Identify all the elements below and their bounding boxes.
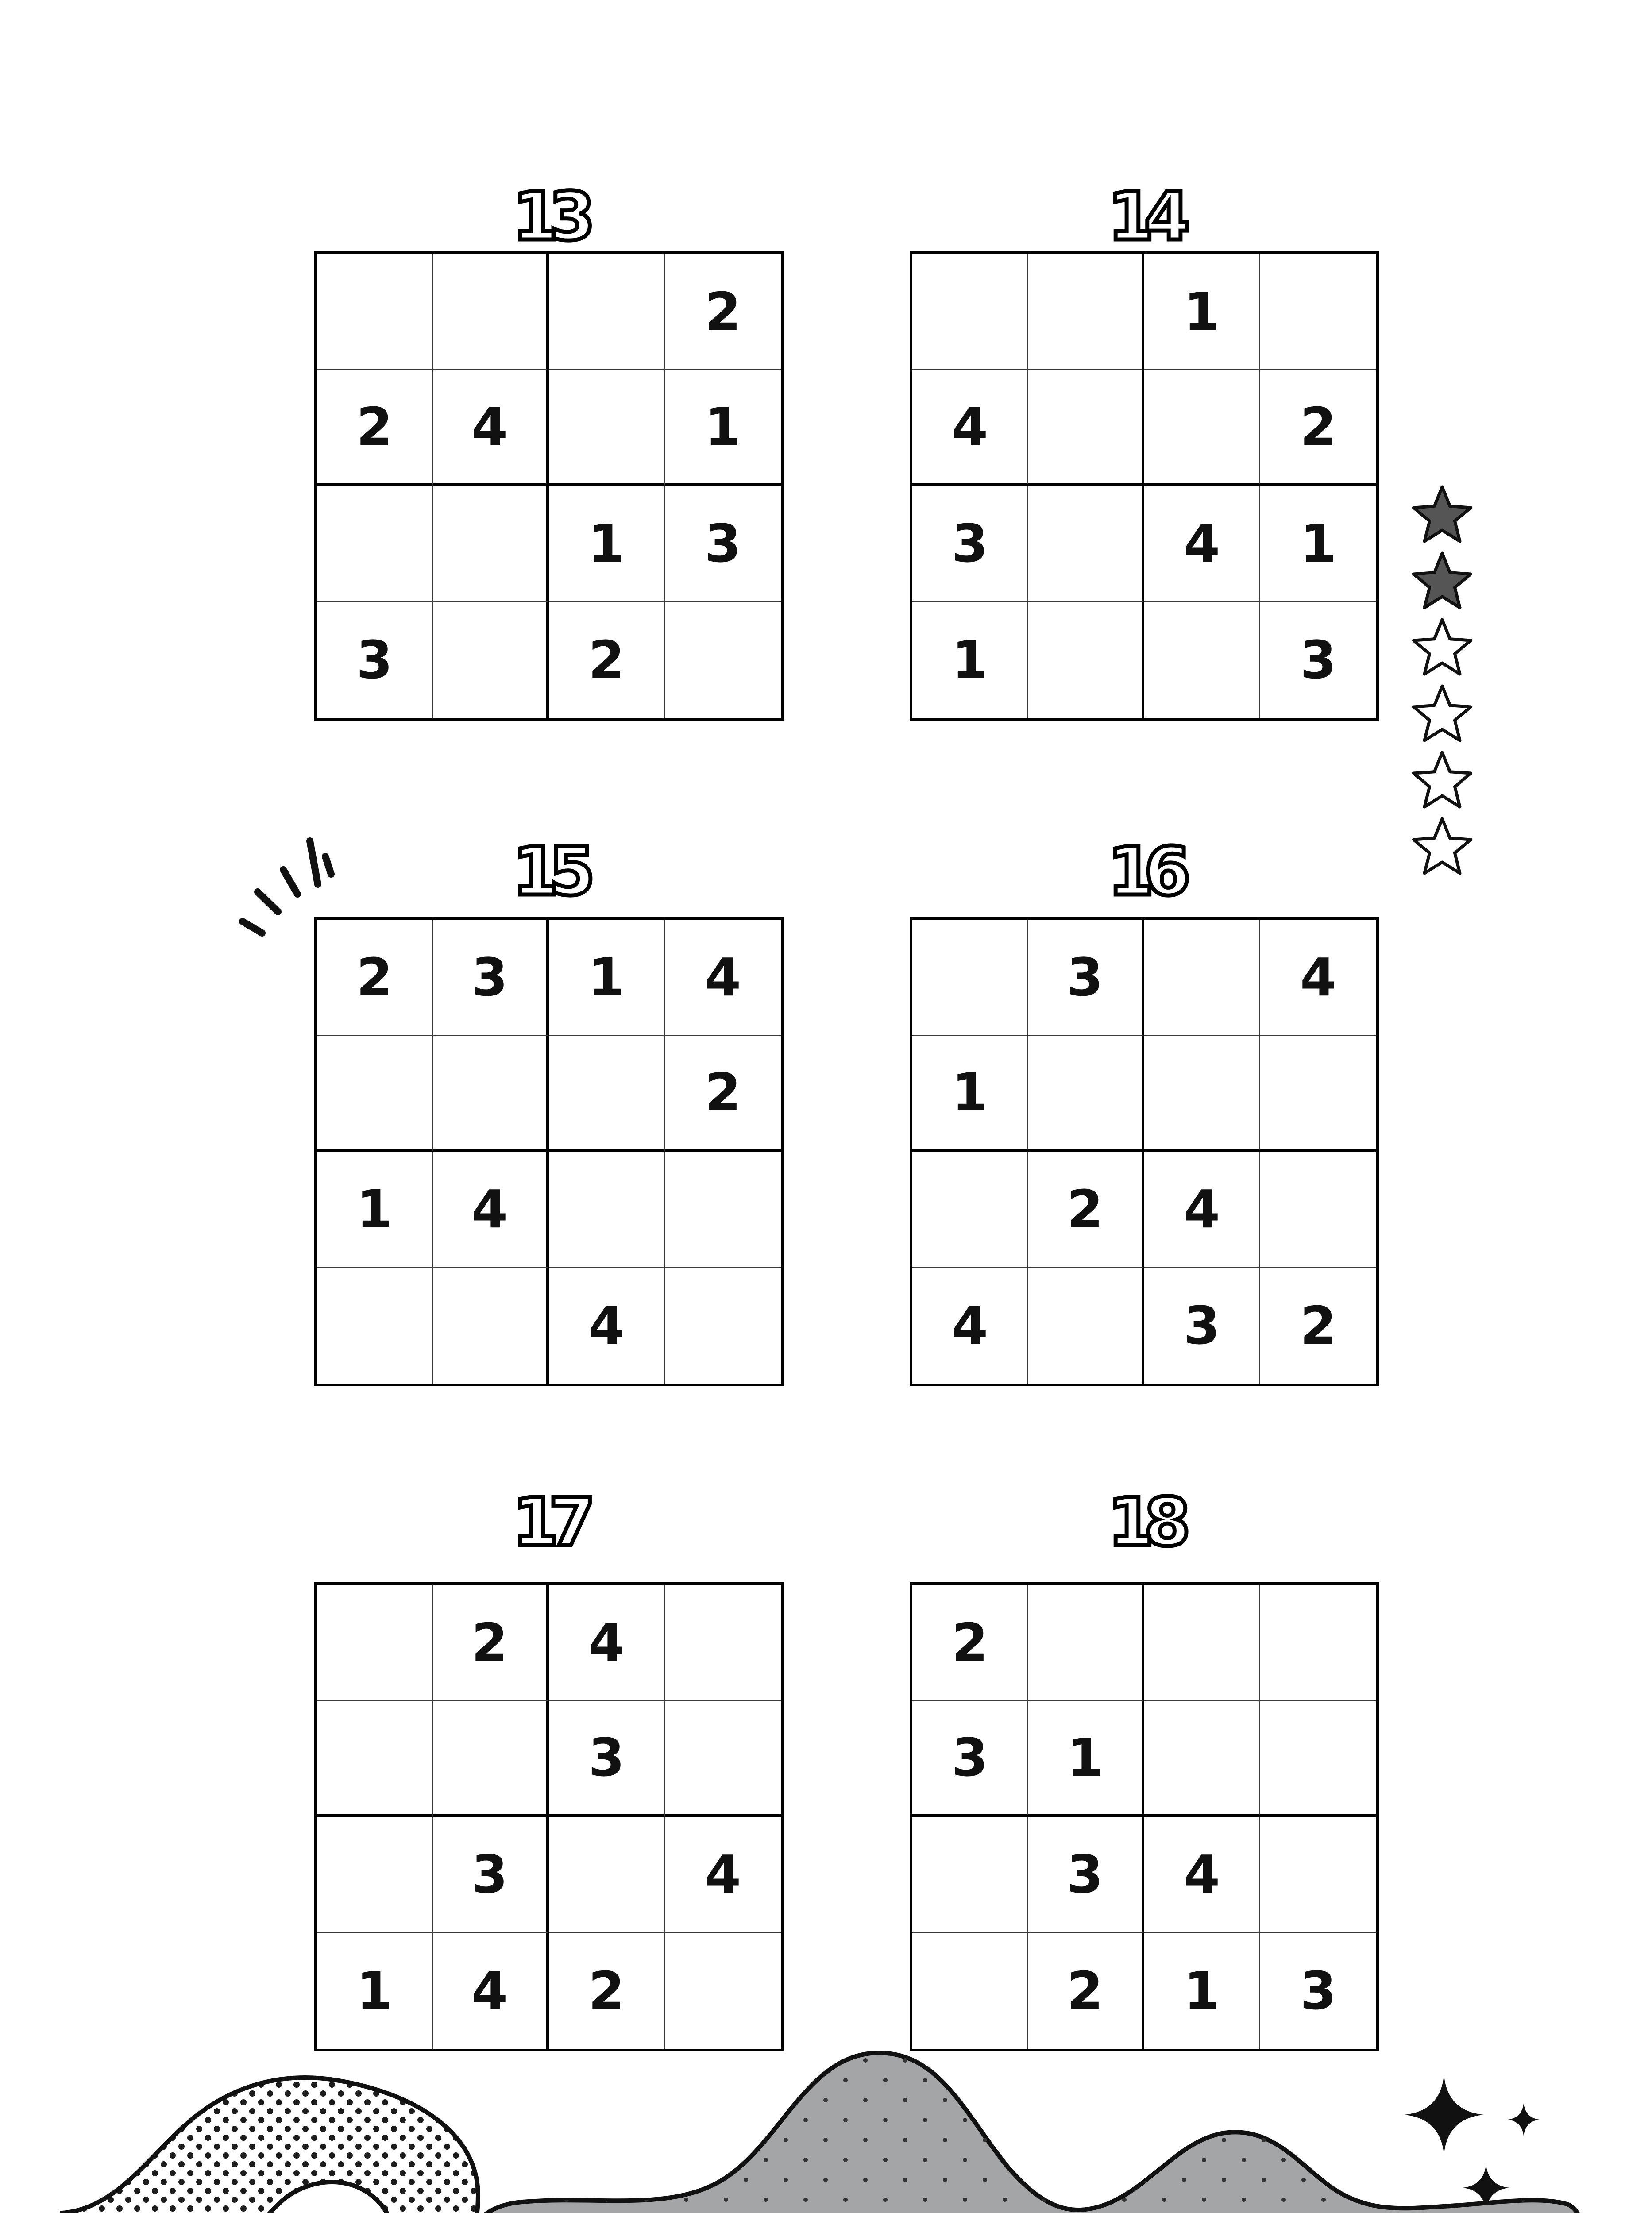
- sudoku-cell[interactable]: [912, 1817, 1028, 1933]
- sudoku-cell[interactable]: [433, 1701, 549, 1817]
- sudoku-cell[interactable]: [912, 920, 1028, 1036]
- sudoku-cell[interactable]: 2: [1300, 1295, 1337, 1356]
- sudoku-cell[interactable]: 4: [1144, 1817, 1260, 1933]
- sudoku-cell[interactable]: 1: [1260, 486, 1376, 602]
- sudoku-cell[interactable]: 3: [1300, 1960, 1337, 2021]
- sudoku-cell[interactable]: [1028, 1268, 1144, 1384]
- sudoku-cell[interactable]: 4: [912, 1268, 1028, 1384]
- sudoku-cell[interactable]: 3: [433, 920, 549, 1036]
- sudoku-cell[interactable]: [1028, 1036, 1144, 1152]
- sudoku-cell[interactable]: [317, 1701, 433, 1817]
- sudoku-cell[interactable]: [912, 1152, 1028, 1268]
- sudoku-cell[interactable]: 4: [665, 920, 781, 1036]
- sudoku-cell[interactable]: 2: [1028, 1152, 1144, 1268]
- sudoku-cell[interactable]: [912, 1933, 1028, 2049]
- sudoku-cell[interactable]: [317, 486, 433, 602]
- sudoku-cell[interactable]: 2: [665, 1036, 781, 1152]
- sudoku-grid-18: [910, 1582, 1379, 2051]
- sudoku-cell[interactable]: [1260, 1701, 1376, 1817]
- sudoku-cell[interactable]: 1: [665, 370, 781, 486]
- sudoku-cell[interactable]: 1: [912, 1036, 1028, 1152]
- sudoku-cell[interactable]: [549, 1817, 665, 1933]
- star-filled-icon: [1413, 553, 1471, 608]
- star-empty-icon: [1413, 819, 1471, 873]
- sudoku-cell[interactable]: [549, 1036, 665, 1152]
- sudoku-cell[interactable]: [1144, 602, 1260, 718]
- sudoku-cell[interactable]: 3: [1028, 1817, 1144, 1933]
- sudoku-cell[interactable]: 4: [1144, 486, 1260, 602]
- sudoku-cell[interactable]: [1028, 486, 1144, 602]
- puzzle-title-16: 16: [1108, 833, 1181, 910]
- sudoku-cell[interactable]: 3: [912, 1701, 1028, 1817]
- sudoku-cell[interactable]: 3: [549, 1701, 665, 1817]
- sudoku-cell[interactable]: [549, 370, 665, 486]
- sudoku-grid-14: [910, 251, 1379, 721]
- puzzle-title-17: 17: [512, 1484, 586, 1561]
- sudoku-cell[interactable]: [1028, 602, 1144, 718]
- sudoku-cell[interactable]: 1: [549, 486, 665, 602]
- sudoku-cell[interactable]: [665, 1701, 781, 1817]
- sudoku-grid-15: [314, 917, 784, 1386]
- sudoku-cell[interactable]: [1144, 1701, 1260, 1817]
- sudoku-cell[interactable]: 3: [433, 1817, 549, 1933]
- sudoku-cell[interactable]: 2: [1028, 1933, 1144, 2049]
- sudoku-cell[interactable]: 2: [317, 920, 433, 1036]
- sudoku-cell[interactable]: 3: [1300, 629, 1337, 690]
- sudoku-cell[interactable]: 4: [549, 1268, 665, 1384]
- puzzle-title-15: 15: [512, 833, 586, 910]
- sudoku-cell[interactable]: 4: [433, 1933, 549, 2049]
- sudoku-cell[interactable]: [1028, 370, 1144, 486]
- sudoku-cell[interactable]: [1260, 254, 1376, 370]
- sudoku-cell[interactable]: [433, 1268, 549, 1384]
- sudoku-cell[interactable]: [1260, 1152, 1376, 1268]
- sudoku-cell[interactable]: 3: [317, 602, 433, 718]
- sudoku-cell[interactable]: 2: [665, 254, 781, 370]
- sudoku-cell[interactable]: [1260, 1036, 1376, 1152]
- sudoku-cell[interactable]: [665, 1268, 781, 1384]
- sudoku-cell[interactable]: 2: [912, 1585, 1028, 1701]
- sudoku-cell[interactable]: [317, 254, 433, 370]
- sudoku-cell[interactable]: 4: [665, 1817, 781, 1933]
- sudoku-cell[interactable]: [665, 1152, 781, 1268]
- sudoku-grid-13: [314, 251, 784, 721]
- sudoku-cell[interactable]: [433, 602, 549, 718]
- sudoku-cell[interactable]: 4: [433, 370, 549, 486]
- star-empty-icon: [1413, 752, 1471, 807]
- sudoku-cell[interactable]: [1028, 1585, 1144, 1701]
- sudoku-cell[interactable]: 1: [1028, 1701, 1144, 1817]
- sudoku-cell[interactable]: 2: [1260, 370, 1376, 486]
- sudoku-cell[interactable]: [317, 1268, 433, 1384]
- puzzle-title-13: 13: [512, 178, 586, 255]
- sudoku-cell[interactable]: [1260, 1585, 1376, 1701]
- sudoku-cell[interactable]: 3: [1028, 920, 1144, 1036]
- sudoku-cell[interactable]: 2: [317, 370, 433, 486]
- star-filled-icon: [1413, 487, 1471, 541]
- sudoku-cell[interactable]: [912, 254, 1028, 370]
- sudoku-grid-16: [910, 917, 1379, 1386]
- sudoku-cell[interactable]: 2: [433, 1585, 549, 1701]
- sudoku-cell[interactable]: 3: [912, 486, 1028, 602]
- sudoku-cell[interactable]: [665, 602, 781, 718]
- sudoku-cell[interactable]: [317, 1585, 433, 1701]
- sudoku-cell[interactable]: [317, 1036, 433, 1152]
- sudoku-cell[interactable]: 1: [912, 602, 1028, 718]
- sudoku-cell[interactable]: 4: [1260, 920, 1376, 1036]
- sudoku-cell[interactable]: 1: [1144, 254, 1260, 370]
- star-empty-icon: [1413, 620, 1471, 674]
- sudoku-cell[interactable]: 1: [317, 1933, 433, 2049]
- sudoku-cell[interactable]: 4: [549, 1585, 665, 1701]
- sudoku-grid-17: [314, 1582, 784, 2051]
- sudoku-cell[interactable]: [1028, 254, 1144, 370]
- puzzle-title-18: 18: [1108, 1484, 1181, 1561]
- sudoku-cell[interactable]: 1: [1144, 1933, 1260, 2049]
- sudoku-cell[interactable]: [433, 254, 549, 370]
- sudoku-cell[interactable]: [1144, 920, 1260, 1036]
- puzzle-title-14: 14: [1108, 178, 1181, 255]
- sudoku-cell[interactable]: [433, 1036, 549, 1152]
- sudoku-cell[interactable]: [317, 1817, 433, 1933]
- sudoku-cell[interactable]: 4: [912, 370, 1028, 486]
- sudoku-cell[interactable]: [549, 1152, 665, 1268]
- sudoku-cell[interactable]: 2: [549, 602, 665, 718]
- sudoku-cell[interactable]: 1: [317, 1152, 433, 1268]
- sudoku-cell[interactable]: 4: [1144, 1152, 1260, 1268]
- sudoku-cell[interactable]: [1144, 1585, 1260, 1701]
- sudoku-cell[interactable]: 3: [1144, 1268, 1260, 1384]
- sudoku-cell[interactable]: 4: [433, 1152, 549, 1268]
- sudoku-cell[interactable]: [1144, 1036, 1260, 1152]
- sudoku-cell[interactable]: [549, 254, 665, 370]
- sudoku-cell[interactable]: [665, 1585, 781, 1701]
- sudoku-cell[interactable]: [1144, 370, 1260, 486]
- sudoku-cell[interactable]: [1260, 1817, 1376, 1933]
- sudoku-cell[interactable]: [433, 486, 549, 602]
- star-empty-icon: [1413, 686, 1471, 740]
- sudoku-cell[interactable]: 1: [549, 920, 665, 1036]
- sudoku-cell[interactable]: [665, 1933, 781, 2049]
- sudoku-cell[interactable]: 2: [549, 1933, 665, 2049]
- sudoku-cell[interactable]: 3: [665, 486, 781, 602]
